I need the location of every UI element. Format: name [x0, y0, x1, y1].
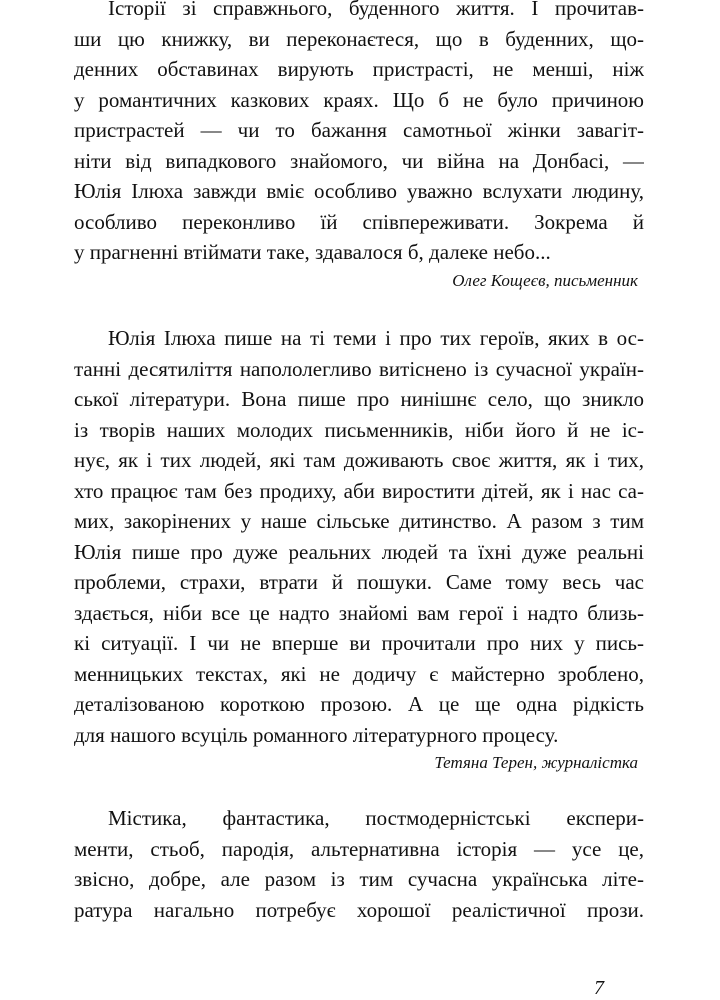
text-line: проблеми, страхи, втрати й пошуки. Саме тому весь час [74, 570, 644, 594]
text-line: у прагненні втіймати таке, здавалося б, далеке небо... [74, 240, 551, 264]
text-line: здається, ніби все це надто знайомі вам герої і надто близь- [74, 600, 644, 625]
text-line: мих, закорінених у наше сільське дитинство. А разом з тим [74, 509, 644, 533]
text-line: хто працює там без продиху, аби виростити дітей, як і нас са- [74, 478, 644, 503]
text-line: Юлія пише про дуже реальних людей та їхні дуже реальні [74, 539, 644, 564]
page-number: 7 [594, 977, 604, 999]
text-line: деталізованою короткою прозою. А це ще одна рідкість [74, 692, 644, 716]
text-line: ської літератури. Вона пише про нинішнє село, що зникло [74, 387, 644, 411]
text-line: кі ситуації. І чи не вперше ви прочитали про них у пись- [74, 631, 644, 655]
text-line: для нашого всуціль романного літературного процесу. [74, 722, 559, 747]
text-line: пристрастей — чи то бажання самотньої жінки завагіт- [74, 118, 644, 142]
blurb-signature: Тетяна Терен, журналістка [434, 753, 638, 772]
text-line: менти, стьоб, пародія, альтернативна історія — усе це, [74, 836, 644, 861]
text-line: Юлія Ілюха завжди вміє особливо уважно вслухати людину, [74, 179, 644, 203]
blurb-2 [74, 323, 644, 776]
text-line: особливо переконливо їй співпереживати. Зокрема й [74, 209, 644, 234]
text-line: Юлія Ілюха пише на ті теми і про тих героїв, яких в ос- [108, 326, 644, 350]
text-line: у романтичних казкових краях. Що б не було причиною [74, 87, 644, 112]
blurb-1 [74, 0, 644, 294]
text-line: ратура нагально потребує хорошої реалістичної прози. [74, 897, 644, 922]
text-line: денних обставинах вирують пристрасті, не менші, ніж [74, 57, 644, 81]
blurb-3 [74, 803, 644, 925]
text-line: ніти від випадкового знайомого, чи війна на Донбасі, — [74, 148, 644, 173]
blurb-signature: Олег Кощеєв, письменник [452, 270, 638, 290]
text-line: ши цю книжку, ви переконаєтеся, що в буденних, що- [74, 26, 644, 51]
text-line: менницьких текстах, які не додичу є майстерно зроблено, [74, 661, 644, 686]
text-line: звісно, добре, але разом із тим сучасна українська літе- [74, 867, 644, 891]
text-line: Історії зі справжнього, буденного життя. І прочитав- [108, 0, 644, 20]
text-line: нує, як і тих людей, які там доживають своє життя, як і тих, [74, 448, 644, 472]
text-line: Містика, фантастика, постмодерністські експери- [108, 806, 644, 830]
text-line: танні десятиліття напололегливо витіснено із сучасної україн- [74, 356, 644, 381]
text-line: із творів наших молодих письменників, ніби його й не іс- [74, 417, 644, 442]
